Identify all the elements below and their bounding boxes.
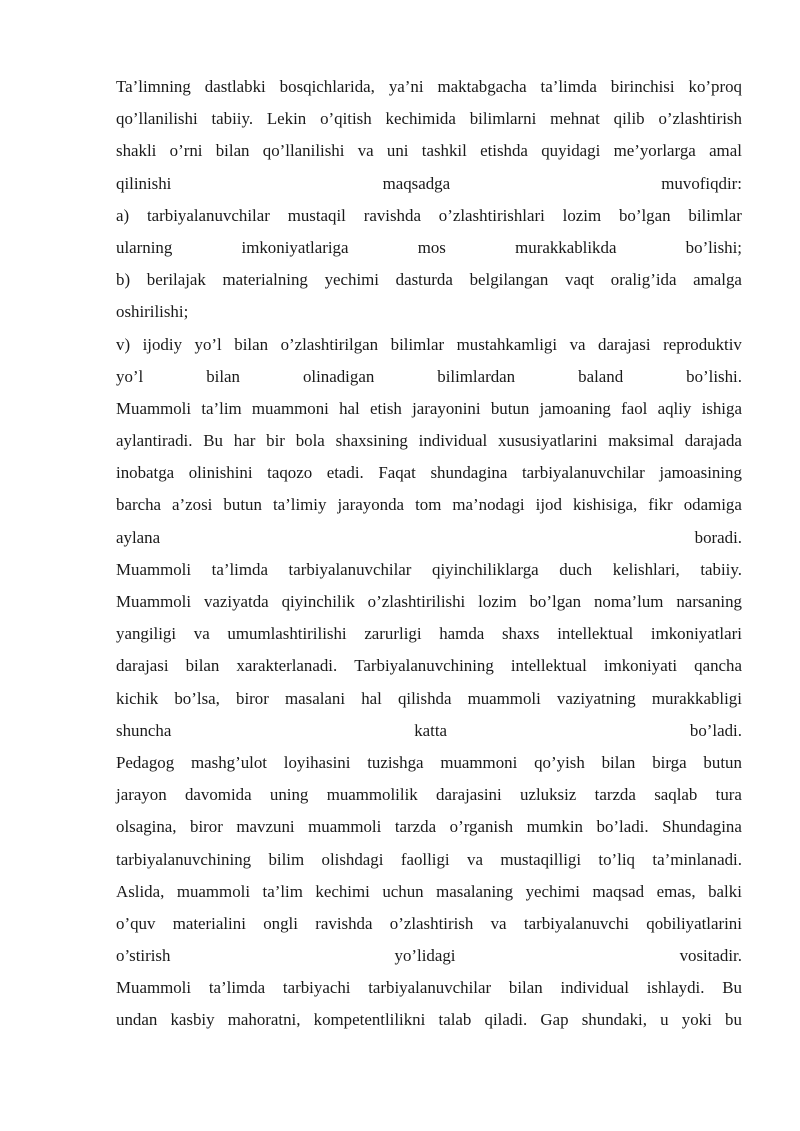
word: Lekin: [266, 109, 307, 129]
word: ta’minlanadi.: [652, 849, 742, 869]
word: o’zlashtirilgan: [280, 334, 379, 354]
text-line: [116, 522, 742, 554]
word: ta’limda: [540, 77, 597, 96]
word: Gap: [540, 1010, 569, 1030]
word: belgilangan: [469, 270, 549, 290]
word: kompetentlilikni: [313, 1010, 426, 1030]
word: shundagina: [430, 463, 508, 483]
text-line: [116, 135, 742, 167]
word: Faqat: [378, 463, 416, 483]
word: a): [116, 205, 130, 225]
word: umumlashtirilishi: [227, 624, 347, 644]
word: mos: [417, 237, 446, 257]
word: to’liq: [598, 849, 635, 869]
text-line: [116, 811, 742, 843]
word: qiyinchiliklarga: [432, 559, 539, 579]
word: o’rganish: [449, 817, 514, 837]
text-line: [116, 296, 742, 328]
word: bo’lishi;: [685, 237, 742, 257]
word: ongli: [263, 913, 298, 933]
word: ma’nodagi: [452, 495, 525, 515]
word: yo’lidagi: [394, 946, 456, 966]
word: muammoli: [176, 881, 251, 901]
word: biror: [236, 688, 269, 708]
word: bir: [266, 431, 285, 451]
word: bo’lgan: [618, 205, 671, 225]
word: tabiiy.: [700, 559, 742, 579]
word: yoki: [681, 1010, 712, 1030]
word: bu: [725, 1010, 742, 1030]
word: uni: [386, 141, 409, 161]
word: butun: [223, 495, 262, 515]
word: mashg’ulot: [190, 752, 267, 772]
word: faol: [621, 398, 648, 418]
word: etadi.: [326, 463, 364, 483]
word: olsagina,: [116, 817, 177, 837]
word: narsaning: [676, 592, 742, 611]
word: Muammoli: [116, 559, 192, 579]
text-line: [116, 1004, 742, 1036]
word: bo’lishi.: [686, 366, 742, 386]
word: o’zlashtirish: [389, 913, 474, 933]
word: hal: [361, 688, 382, 708]
word: me’yorlarga: [613, 141, 696, 161]
word: odamiga: [683, 495, 742, 515]
word: tabiiy.: [211, 109, 254, 129]
word: tarbiyalanuvchining: [116, 849, 252, 869]
word: yo’l: [194, 334, 222, 354]
word: ularning: [116, 237, 173, 257]
word: Shundagina: [662, 817, 742, 837]
word: mehnat: [550, 109, 600, 129]
word: birinchisi: [610, 77, 675, 96]
word: yechimi: [525, 881, 581, 901]
word: tarbiyalanuvchilar: [146, 205, 270, 225]
text-line: [116, 972, 742, 1004]
text-line: [116, 908, 742, 940]
word: ravishda: [363, 205, 421, 225]
text-line: [116, 876, 742, 908]
word: ishlaydi.: [646, 978, 705, 998]
word: darajasini: [436, 785, 502, 805]
word: ijod: [535, 495, 562, 515]
word: aqliy: [657, 398, 692, 418]
text-line: [116, 779, 742, 811]
text-line: [116, 844, 742, 876]
text-line: [116, 168, 742, 200]
word: qiladi.: [484, 1010, 528, 1030]
word: reproduktiv: [663, 334, 742, 354]
word: bosqichlarida,: [279, 77, 375, 96]
text-line: [116, 361, 742, 393]
word: xususiyatlarini: [497, 431, 598, 451]
word: emas,: [656, 881, 696, 901]
word: ta’lim: [262, 881, 303, 901]
word: qobiliyatlarini: [646, 913, 742, 933]
word: quyidagi: [541, 141, 601, 161]
word: yangiligi: [116, 624, 177, 644]
word: o’zlashtirishlari: [438, 205, 545, 225]
word: Bu: [722, 978, 742, 998]
word: o’zlashtirilishi: [367, 592, 466, 611]
word: ta’limiy: [272, 495, 327, 515]
word: aylantiradi.: [116, 431, 193, 451]
word: hamda: [439, 624, 485, 644]
word: oralig’ida: [610, 270, 677, 290]
word: muammoni: [440, 752, 518, 772]
word: davomida: [184, 785, 252, 805]
word: bilan: [185, 656, 220, 676]
word: Tarbiyalanuvchining: [354, 656, 494, 676]
word: kelishlari,: [612, 559, 680, 579]
word: uzluksiz: [520, 785, 577, 805]
word: muammolilik: [326, 785, 418, 805]
word: Ta’limning: [116, 77, 191, 96]
word: b): [116, 270, 131, 290]
text-line: [116, 457, 742, 489]
word: kishisiga,: [572, 495, 638, 515]
word: ta’limda: [208, 978, 266, 998]
word: vaziyatda: [203, 592, 269, 611]
word: tarzda: [394, 817, 437, 837]
text-line: [116, 232, 742, 264]
word: biror: [190, 817, 223, 837]
text-line: [116, 940, 742, 972]
word: va: [490, 913, 507, 933]
word: tarbiyachi: [282, 978, 351, 998]
word: murakkabligi: [651, 688, 742, 708]
word: imkoniyatlariga: [241, 237, 349, 257]
word: bola: [295, 431, 325, 451]
word: bo’ladi.: [596, 817, 649, 837]
word: qo’llanilishi: [262, 141, 345, 161]
word: va: [357, 141, 374, 161]
word: o’zlashtirish: [658, 109, 742, 129]
word: katta: [414, 720, 448, 740]
word: kichik: [116, 688, 159, 708]
word: qancha: [694, 656, 742, 676]
word: va: [569, 334, 586, 354]
word: barcha: [116, 495, 162, 515]
word: har: [233, 431, 256, 451]
word: amal: [709, 141, 742, 161]
word: tura: [715, 785, 742, 805]
word: uning: [269, 785, 309, 805]
word: jamoaning: [539, 398, 611, 418]
word: materialning: [222, 270, 308, 290]
text-line: [116, 264, 742, 296]
word: qiyinchilik: [281, 592, 355, 611]
word: o’qitish: [320, 109, 372, 129]
word: muammoli: [467, 688, 541, 708]
word: lozim: [562, 205, 602, 225]
word: maktabgacha: [437, 77, 527, 96]
word: boradi.: [694, 527, 742, 547]
word: loyihasini: [283, 752, 351, 772]
word: murakkablikda: [515, 237, 617, 257]
word: tashkil: [421, 141, 467, 161]
word: qo’llanilishi: [116, 109, 198, 129]
word: lozim: [478, 592, 517, 611]
word: birga: [652, 752, 687, 772]
word: bilimlar: [688, 205, 742, 225]
word: bilimlardan: [437, 366, 516, 386]
word: o’quv: [116, 913, 156, 933]
word: yechimi: [324, 270, 379, 290]
word: mavzuni: [236, 817, 295, 837]
word: masalaning: [436, 881, 514, 901]
text-line: [116, 618, 742, 650]
word: hal: [339, 398, 360, 418]
word: muammoni: [251, 398, 329, 418]
word: bilan: [508, 978, 543, 998]
text-line: [116, 425, 742, 457]
word: qilinishi: [116, 173, 172, 193]
word: tarbiyalanuvchi: [523, 913, 629, 933]
word: ya’ni: [388, 77, 424, 96]
word: inobatga: [116, 463, 175, 483]
word: etish: [369, 398, 402, 418]
word: tarbiyalanuvchilar: [368, 978, 492, 998]
word: individual: [560, 978, 629, 998]
text-line: [116, 489, 742, 521]
word: butun: [490, 398, 530, 418]
word: balki: [708, 881, 742, 901]
word: olishdagi: [321, 849, 384, 869]
word: mustaqilligi: [500, 849, 582, 869]
text-line: [116, 393, 742, 425]
document-body: [116, 71, 742, 1037]
word: noma’lum: [593, 592, 664, 611]
text-line: [116, 747, 742, 779]
word: mustahkamligi: [456, 334, 558, 354]
word: shuncha: [116, 720, 172, 740]
word: intellektual: [510, 656, 587, 676]
word: xarakterlanadi.: [236, 656, 338, 676]
word: tuzishga: [367, 752, 424, 772]
word: u: [660, 1010, 669, 1030]
word: shakli: [116, 141, 157, 161]
word: intellektual: [557, 624, 634, 644]
word: kechimida: [385, 109, 456, 129]
text-line: [116, 650, 742, 682]
word: o’stirish: [116, 946, 171, 966]
word: vaziyatning: [556, 688, 636, 708]
word: darajasi: [116, 656, 169, 676]
word: taqozo: [267, 463, 313, 483]
word: bilan: [206, 366, 240, 386]
word: qilishda: [397, 688, 452, 708]
word: Aslida,: [116, 881, 165, 901]
word: amalga: [693, 270, 742, 290]
word: etishda: [480, 141, 528, 161]
word: ravishda: [315, 913, 373, 933]
word: mumkin: [526, 817, 583, 837]
text-line: [116, 71, 742, 103]
word: ta’limda: [211, 559, 268, 579]
word: butun: [703, 752, 742, 772]
word: qilib: [613, 109, 645, 129]
word: bilimlar: [390, 334, 445, 354]
word: Pedagog: [116, 752, 175, 772]
word: bilim: [268, 849, 305, 869]
word: a’zosi: [172, 495, 213, 515]
text-line: [116, 586, 742, 618]
text-line: [116, 683, 742, 715]
word: ishiga: [701, 398, 742, 418]
word: Bu: [203, 431, 223, 451]
word: olinishini: [188, 463, 253, 483]
word: faolligi: [400, 849, 450, 869]
word: olinadigan: [302, 366, 375, 386]
word: zarurligi: [364, 624, 422, 644]
word: qo’yish: [534, 752, 585, 772]
text-line: [116, 554, 742, 586]
word: bo’ladi.: [689, 720, 742, 740]
word: ta’lim: [201, 398, 242, 418]
word: duch: [559, 559, 593, 579]
word: oshirilishi;: [116, 302, 189, 322]
word: Muammoli: [116, 592, 192, 611]
word: kasbiy: [170, 1010, 215, 1030]
word: mustaqil: [287, 205, 346, 225]
word: tarbiyalanuvchilar: [288, 559, 412, 579]
word: bo’lsa,: [174, 688, 220, 708]
word: maksimal: [608, 431, 674, 451]
text-line: [116, 715, 742, 747]
word: darajada: [684, 431, 742, 451]
word: undan: [116, 1010, 158, 1030]
word: jarayon: [116, 785, 167, 805]
word: materialini: [172, 913, 246, 933]
word: uchun: [382, 881, 424, 901]
word: v): [116, 334, 131, 354]
word: maqsadga: [382, 173, 451, 193]
word: muvofiqdir:: [661, 173, 742, 193]
word: saqlab: [654, 785, 698, 805]
word: muammoli: [308, 817, 382, 837]
word: shundaki,: [581, 1010, 647, 1030]
word: jarayonda: [337, 495, 405, 515]
word: va: [193, 624, 210, 644]
word: darajasi: [598, 334, 651, 354]
word: tarbiyalanuvchilar: [521, 463, 645, 483]
word: bilan: [215, 141, 250, 161]
word: bilan: [601, 752, 636, 772]
word: va: [467, 849, 483, 869]
word: baland: [578, 366, 624, 386]
word: Muammoli: [116, 398, 192, 418]
word: shaxsining: [335, 431, 408, 451]
text-line: [116, 200, 742, 232]
word: Muammoli: [116, 978, 192, 998]
word: vositadir.: [679, 946, 742, 966]
word: vaqt: [565, 270, 595, 290]
word: tom: [415, 495, 442, 515]
word: tarzda: [594, 785, 636, 805]
word: talab: [438, 1010, 472, 1030]
word: berilajak: [146, 270, 206, 290]
word: fikr: [648, 495, 673, 515]
word: bo’lgan: [529, 592, 582, 611]
word: ijodiy: [142, 334, 183, 354]
word: mahoratni,: [227, 1010, 301, 1030]
word: aylana: [116, 527, 161, 547]
word: yo’l: [116, 366, 144, 386]
word: bilimlarni: [469, 109, 537, 129]
text-line: [116, 329, 742, 361]
text-line: [116, 103, 742, 135]
word: imkoniyati: [603, 656, 678, 676]
word: dastlabki: [204, 77, 266, 96]
word: ko’proq: [688, 77, 742, 96]
word: dasturda: [395, 270, 453, 290]
word: jarayonini: [412, 398, 481, 418]
word: o’rni: [169, 141, 203, 161]
word: individual: [418, 431, 488, 451]
word: maqsad: [592, 881, 645, 901]
word: shaxs: [501, 624, 540, 644]
word: masalani: [285, 688, 346, 708]
word: jamoasining: [659, 463, 742, 483]
word: imkoniyatlari: [650, 624, 742, 644]
word: bilan: [234, 334, 269, 354]
word: kechimi: [315, 881, 370, 901]
